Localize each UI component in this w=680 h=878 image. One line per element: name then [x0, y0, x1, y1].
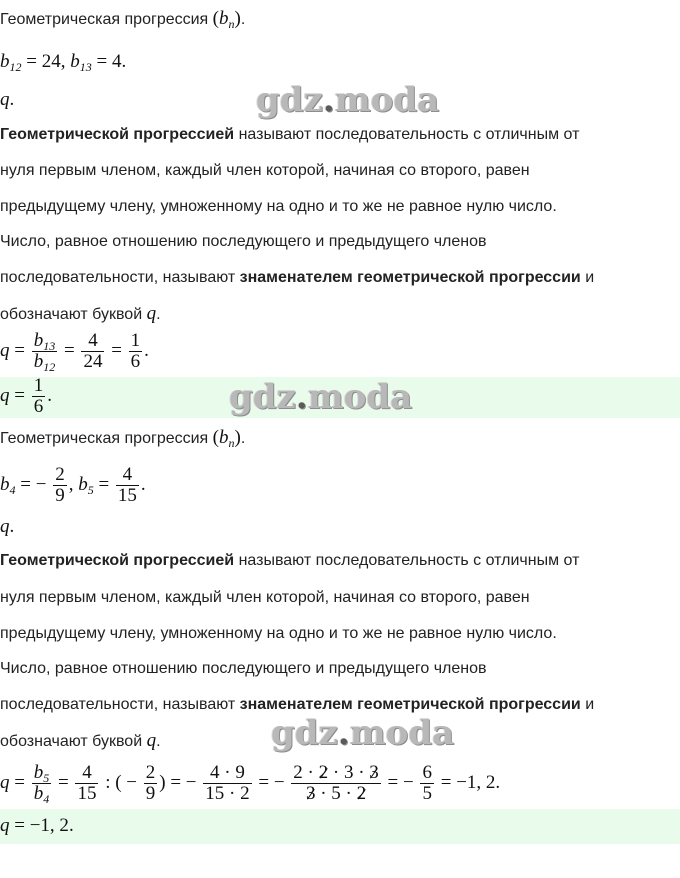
problem1-find: q.: [0, 89, 15, 110]
watermark-logo: gdz.moda: [271, 713, 455, 753]
answer2: q = −1, 2.: [0, 815, 74, 836]
definition2-line2: нуля первым членом, каждый член которой, начиная со второго, равен: [0, 589, 530, 606]
definition1-line5: последовательности, называют знаменателем геометрической прогрессии и: [0, 269, 595, 286]
definition2-line3: предыдущему члену, умноженному на одно и то же не равное нулю число.: [0, 625, 557, 642]
problem2-heading: Геометрическая прогрессия $(b_n)$.: [0, 427, 246, 450]
watermark-logo: gdz.moda: [229, 377, 413, 417]
watermark-logo: gdz.moda: [256, 80, 440, 120]
sequence-notation: $(b_n)$: [212, 8, 241, 31]
problem2-find: q.: [0, 516, 15, 537]
definition1-line4: Число, равное отношению последующего и предыдущего членов: [0, 233, 487, 250]
problem2-given: $b_4$ = − $\frac{2}{9}$ , $b_5$ = $\frac{4}{15}$ .: [0, 464, 146, 507]
answer2-band: [0, 809, 680, 844]
problem2-calculation: q = $\frac{b_5}{b_4}$ = $\frac{4}{15}$ : ( − $\frac{2}{9}$ ) = − $\frac{4 \cdot 9}{15 \cdot 2}$ = − $\frac{2 \cdot 2 \cdot 3 \cdot 3}{3 \cdot 5 \cdot 2}$ = − $\frac{6}{5}$ = −1, 2.: [0, 762, 501, 807]
definition2-line4: Число, равное отношению последующего и предыдущего членов: [0, 660, 487, 677]
definition1-line1: Геометрической прогрессией называют последовательность с отличным от: [0, 126, 580, 143]
problem1-calculation: q = $\frac{b_{13}}{b_{12}}$ = $\frac{4}{24}$ = $\frac{1}{6}$ .: [0, 330, 149, 375]
heading-text: Геометрическая прогрессия: [0, 11, 209, 28]
answer1: q = $\frac{1}{6}$ .: [0, 375, 52, 418]
definition2-line1: Геометрической прогрессией называют последовательность с отличным от: [0, 552, 580, 569]
definition1-line6: обозначают буквой q.: [0, 303, 161, 324]
definition1-line3: предыдущему члену, умноженному на одно и то же не равное нулю число.: [0, 198, 557, 215]
problem1-heading: Геометрическая прогрессия $(b_n)$.: [0, 8, 246, 31]
definition1-line2: нуля первым членом, каждый член которой, начиная со второго, равен: [0, 162, 530, 179]
definition2-line6: обозначают буквой q.: [0, 730, 161, 751]
cancellation-fraction: $\frac{2 \cdot 2 \cdot 3 \cdot 3}{3 \cdot 5 \cdot 2}$: [293, 762, 379, 805]
problem1-given: $b_{12} = 24$, $b_{13} = 4$.: [0, 51, 127, 74]
definition2-line5: последовательности, называют знаменателем геометрической прогрессии и: [0, 696, 595, 713]
